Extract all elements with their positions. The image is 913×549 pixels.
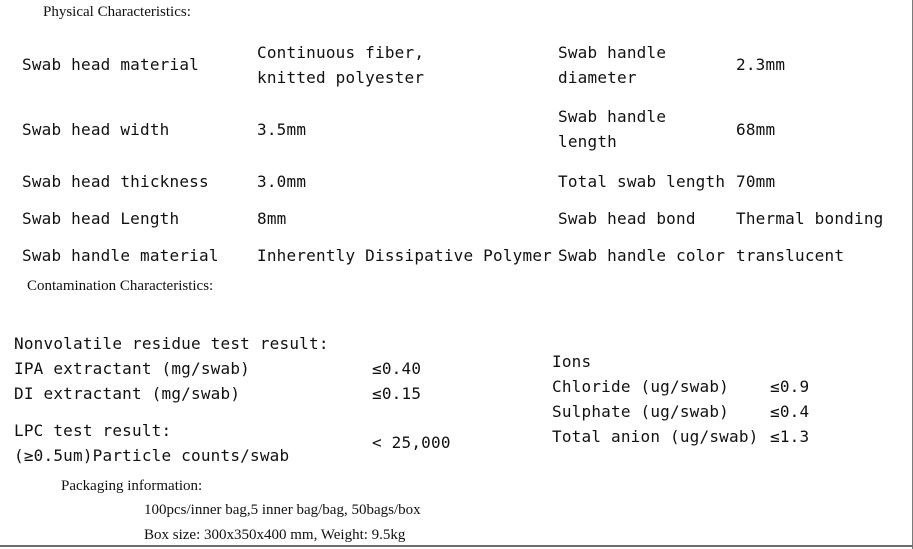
row4-label1: Swab head Length: [22, 209, 180, 228]
di-label: DI extractant (mg/swab): [14, 384, 241, 403]
row1-value1a: Continuous fiber,: [257, 43, 425, 62]
row2-label2b: length: [558, 132, 617, 151]
row4-value1: 8mm: [257, 209, 287, 228]
nvr-title: Nonvolatile residue test result:: [14, 334, 329, 353]
row5-value2: translucent: [736, 246, 845, 265]
row5-value1: Inherently Dissipative Polymer: [257, 246, 552, 265]
row3-value1: 3.0mm: [257, 172, 307, 191]
row1-label1: Swab head material: [22, 55, 199, 74]
row2-value1: 3.5mm: [257, 120, 307, 139]
row3-label2: Total swab length: [558, 172, 726, 191]
ions-title: Ions: [552, 352, 592, 371]
sulphate-label: Sulphate (ug/swab): [552, 402, 729, 421]
anion-value: ≤1.3: [770, 427, 810, 446]
row3-value2: 70mm: [736, 172, 776, 191]
row3-label1: Swab head thickness: [22, 172, 209, 191]
row2-label1: Swab head width: [22, 120, 170, 139]
packaging-title: Packaging information:: [61, 478, 203, 494]
packaging-line1: 100pcs/inner bag,5 inner bag/bag, 50bags/box: [144, 502, 421, 518]
row1-value1b: knitted polyester: [257, 68, 425, 87]
chloride-label: Chloride (ug/swab): [552, 377, 729, 396]
anion-label: Total anion (ug/swab): [552, 427, 759, 446]
physical-title: Physical Characteristics:: [43, 4, 191, 20]
ipa-label: IPA extractant (mg/swab): [14, 359, 250, 378]
contamination-title: Contamination Characteristics:: [27, 278, 214, 294]
row5-label1: Swab handle material: [22, 246, 219, 265]
row1-value2: 2.3mm: [736, 55, 786, 74]
ipa-value: ≤0.40: [372, 359, 422, 378]
row1-label2a: Swab handle: [558, 43, 667, 62]
row2-value2: 68mm: [736, 120, 776, 139]
lpc-value: < 25,000: [372, 433, 451, 452]
chloride-value: ≤0.9: [770, 377, 810, 396]
row4-value2: Thermal bonding: [736, 209, 884, 228]
packaging-line2: Box size: 300x350x400 mm, Weight: 9.5kg: [144, 527, 406, 543]
row2-label2a: Swab handle: [558, 107, 667, 126]
row5-label2: Swab handle color: [558, 246, 726, 265]
lpc-title: LPC test result:: [14, 421, 172, 440]
sulphate-value: ≤0.4: [770, 402, 810, 421]
di-value: ≤0.15: [372, 384, 422, 403]
row1-label2b: diameter: [558, 68, 637, 87]
row4-label2: Swab head bond: [558, 209, 696, 228]
bottom-rule: [0, 545, 913, 547]
lpc-label: (≥0.5um)Particle counts/swab: [14, 446, 290, 465]
